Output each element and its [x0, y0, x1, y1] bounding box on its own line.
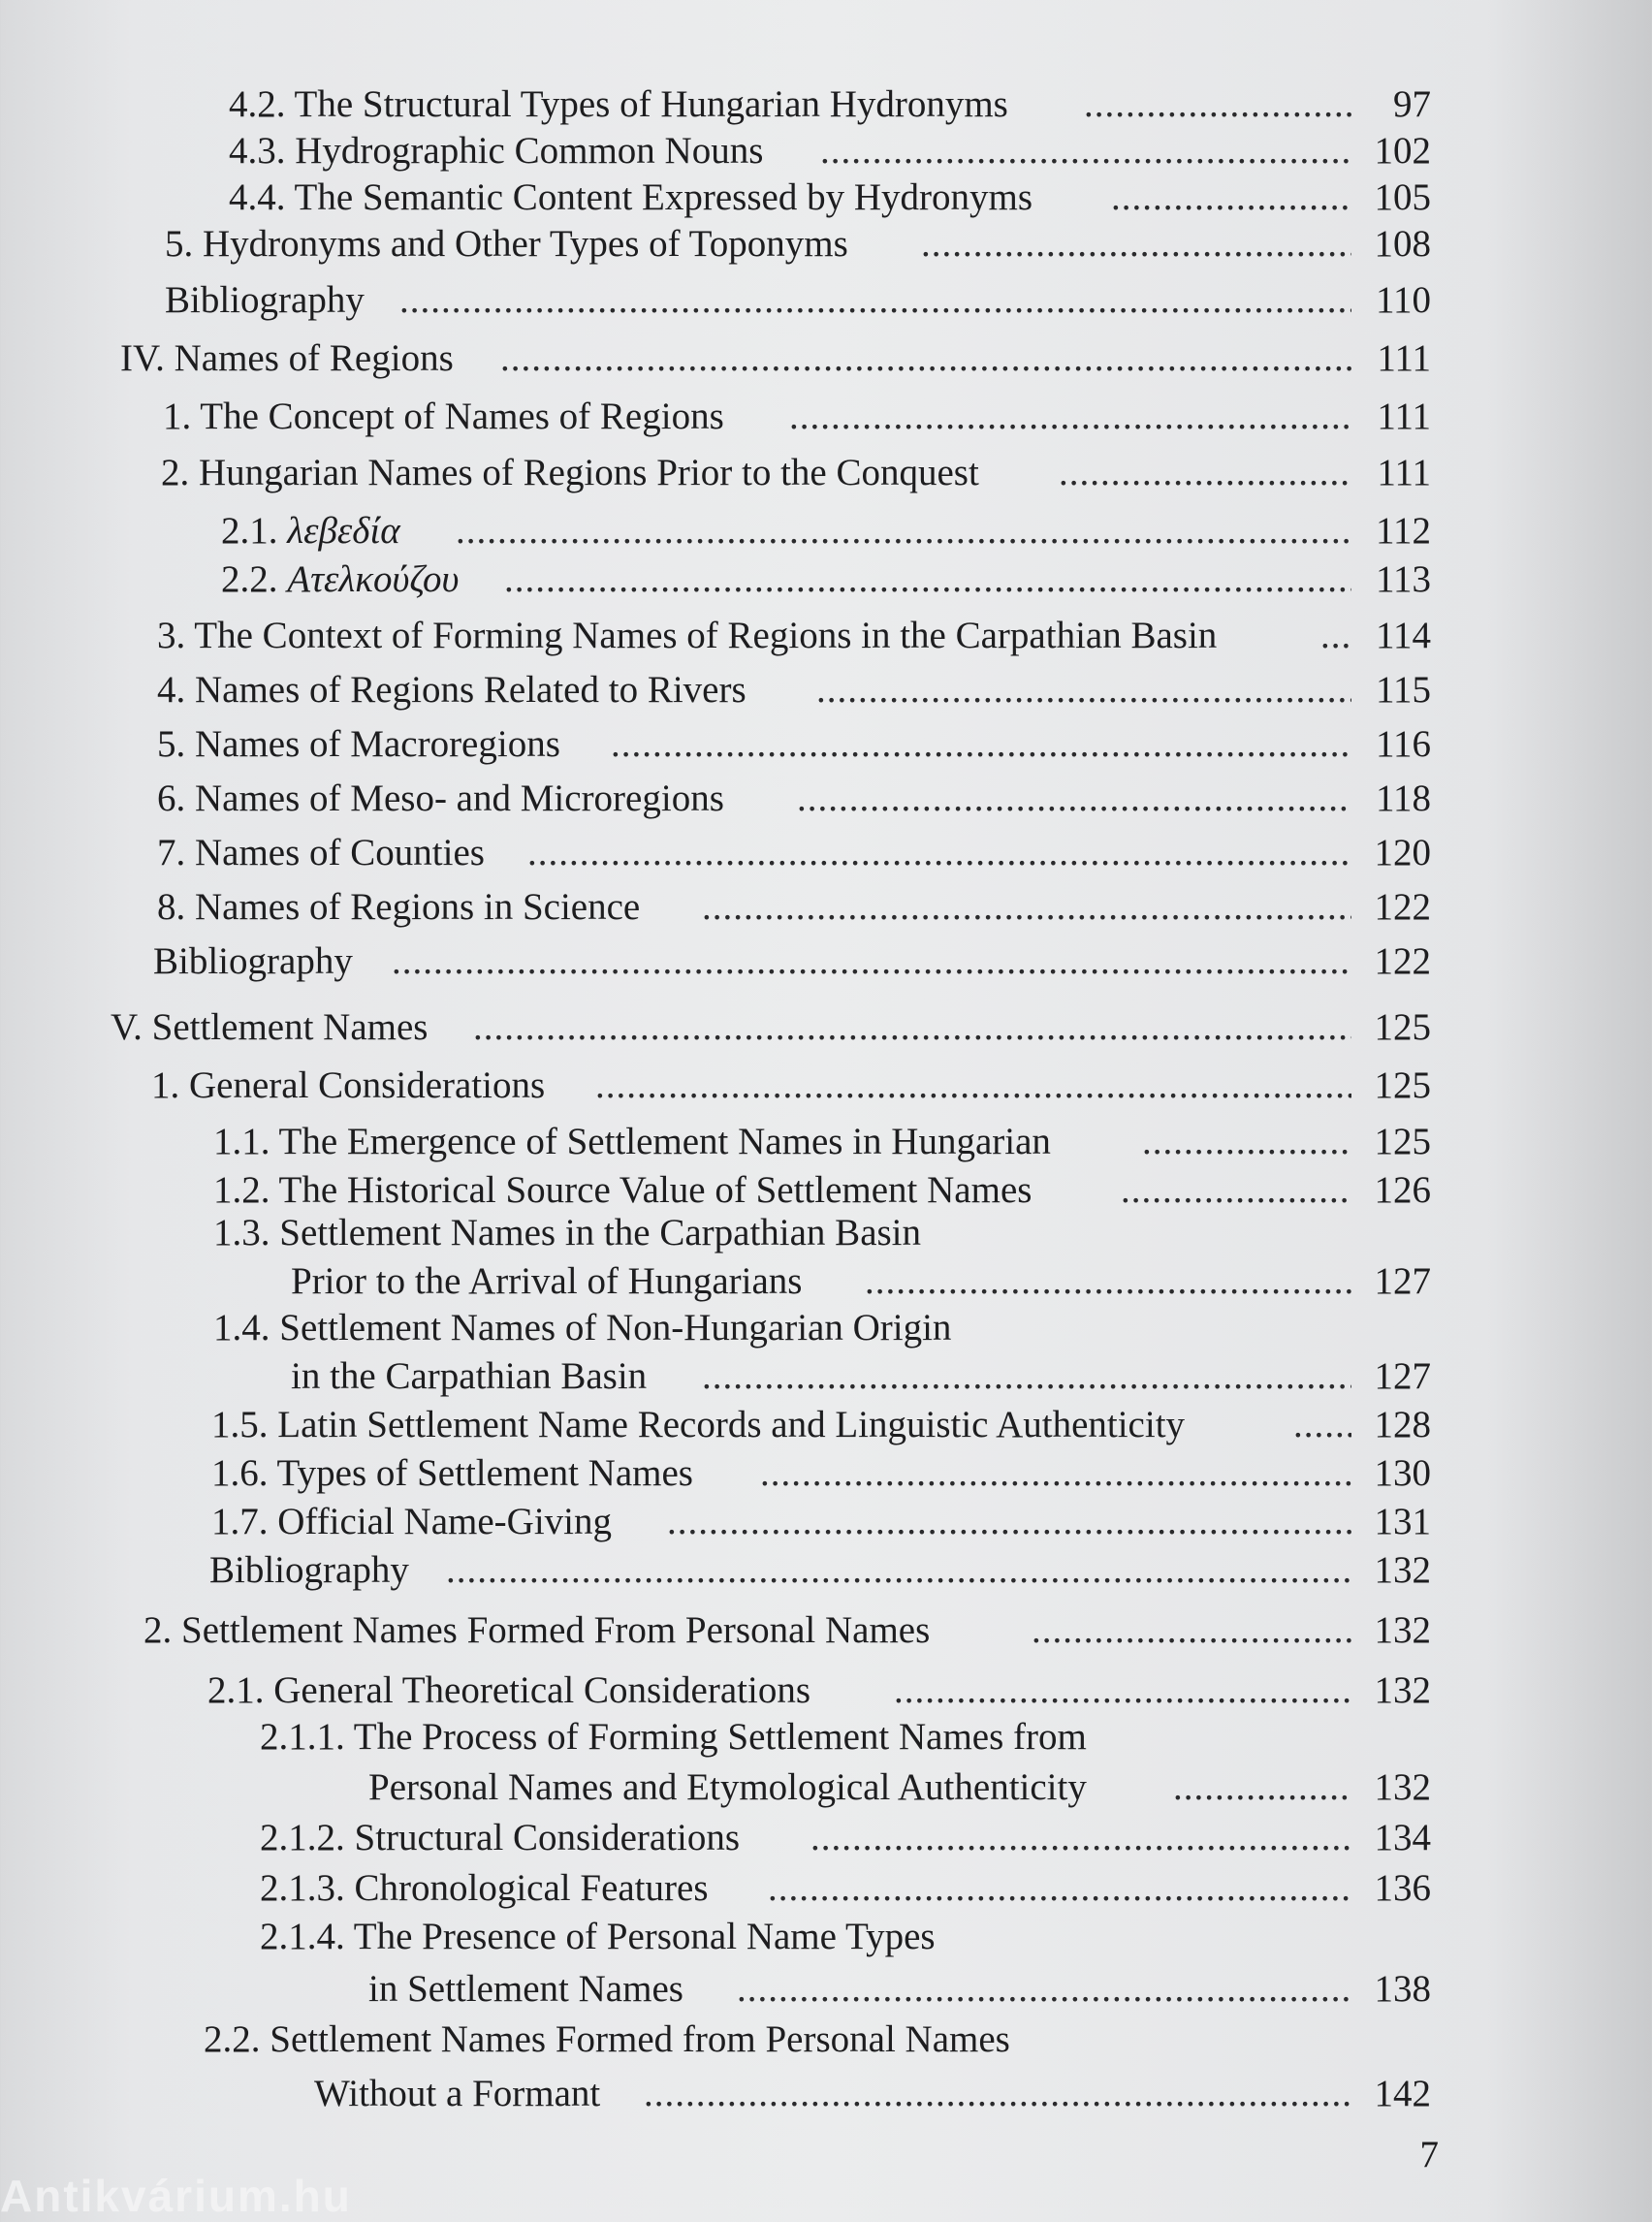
toc-page-number: 142	[1374, 2073, 1431, 2114]
toc-entry	[0, 79, 1652, 130]
dot-leader	[1111, 173, 1351, 223]
dot-leader	[611, 719, 1351, 770]
toc-title-continued: Prior to the Arrival of Hungarians	[291, 1260, 803, 1302]
toc-entry	[0, 882, 1652, 933]
dot-leader	[1121, 1165, 1351, 1216]
dot-leader	[816, 665, 1351, 715]
toc-title: 2. Settlement Names Formed From Personal Names	[143, 1609, 931, 1651]
toc-page-number: 120	[1374, 832, 1431, 873]
toc-page-number: 126	[1374, 1169, 1431, 1211]
toc-entry	[0, 506, 1652, 556]
dot-leader	[667, 1497, 1351, 1547]
toc-page-number: 112	[1375, 510, 1431, 552]
toc-title: 1.1. The Emergence of Settlement Names in Hungarian	[213, 1121, 1051, 1162]
dot-leader	[1084, 79, 1351, 130]
toc-title-continued: Without a Formant	[314, 2073, 601, 2114]
dot-leader	[1173, 1762, 1351, 1813]
toc-title: 4.4. The Semantic Content Expressed by Hydronyms	[229, 176, 1032, 218]
dot-leader	[797, 774, 1351, 824]
toc-page-number: 122	[1374, 940, 1431, 982]
toc-title: V. Settlement Names	[111, 1006, 429, 1048]
toc-page-number: 128	[1374, 1404, 1431, 1445]
toc-title: 1. General Considerations	[151, 1064, 546, 1106]
toc-page-number: 111	[1377, 452, 1431, 493]
toc-title	[221, 555, 459, 605]
dot-leader	[1059, 448, 1351, 498]
toc-page-number: 115	[1375, 669, 1431, 711]
toc-number: 2.2.	[221, 558, 288, 600]
dot-leader	[1293, 1400, 1351, 1450]
toc-entry	[0, 936, 1652, 987]
toc-page-number: 132	[1374, 1766, 1431, 1808]
dot-leader	[399, 275, 1351, 326]
toc-entry	[0, 1448, 1652, 1499]
dot-leader	[644, 2069, 1351, 2119]
toc-title: 3. The Context of Forming Names of Regions in the Carpathian Basin	[157, 615, 1218, 656]
toc-title: 6. Names of Meso- and Microregions	[157, 778, 724, 819]
dot-leader	[456, 506, 1351, 556]
toc-entry	[0, 219, 1652, 270]
toc-title: 5. Hydronyms and Other Types of Toponyms	[165, 223, 848, 265]
toc-entry	[0, 2069, 1652, 2119]
dot-leader	[500, 333, 1351, 384]
toc-page-number: 118	[1375, 778, 1431, 819]
toc-title: 2.1.3. Chronological Features	[260, 1867, 709, 1909]
dot-leader	[392, 936, 1351, 987]
toc-entry	[0, 173, 1652, 223]
toc-greek-title: Ατελκούζου	[287, 558, 460, 600]
toc-entry	[0, 1351, 1652, 1402]
toc-page-number: 132	[1374, 1669, 1431, 1711]
toc-title: 1.6. Types of Settlement Names	[211, 1452, 693, 1494]
folio-page-number: 7	[1419, 2134, 1439, 2175]
dot-leader	[527, 828, 1351, 878]
dot-leader	[789, 392, 1351, 442]
toc-title: 4. Names of Regions Related to Rivers	[157, 669, 747, 711]
toc-entry	[0, 1545, 1652, 1596]
toc-title: Bibliography	[153, 940, 353, 982]
toc-page-number: 102	[1374, 130, 1431, 172]
toc-entry	[0, 1813, 1652, 1863]
dot-leader	[1142, 1117, 1351, 1167]
toc-page-number: 113	[1375, 558, 1431, 600]
toc-entry	[0, 1964, 1652, 2015]
toc-entry	[0, 828, 1652, 878]
toc-title: 1.7. Official Name-Giving	[211, 1501, 613, 1542]
toc-title: 2.1.1. The Process of Forming Settlement Names from	[260, 1716, 1087, 1758]
toc-entry	[0, 1061, 1652, 1111]
toc-entry	[0, 1605, 1652, 1656]
toc-entry	[0, 333, 1652, 384]
dot-leader	[921, 219, 1351, 270]
toc-title: IV. Names of Regions	[120, 337, 454, 379]
toc-title: 4.3. Hydrographic Common Nouns	[229, 130, 764, 172]
toc-page-number: 125	[1374, 1064, 1431, 1106]
toc-entry	[0, 1863, 1652, 1914]
toc-page-number: 122	[1374, 886, 1431, 928]
toc-entry	[0, 1497, 1652, 1547]
toc-page-number: 108	[1374, 223, 1431, 265]
toc-page-number: 125	[1374, 1121, 1431, 1162]
dot-leader	[446, 1545, 1351, 1596]
toc-entry	[0, 665, 1652, 715]
dot-leader	[504, 555, 1351, 605]
toc-entry	[0, 555, 1652, 605]
dot-leader	[702, 882, 1351, 933]
toc-title: 2.1. General Theoretical Considerations	[207, 1669, 811, 1711]
toc-page-number: 114	[1375, 615, 1431, 656]
toc-title: 1.5. Latin Settlement Name Records and Linguistic Authenticity	[211, 1404, 1186, 1445]
toc-entry	[0, 1256, 1652, 1307]
dot-leader	[737, 1964, 1351, 2015]
toc-entry	[0, 611, 1652, 661]
toc-page-number: 130	[1374, 1452, 1431, 1494]
toc-entry	[0, 774, 1652, 824]
toc-title: 4.2. The Structural Types of Hungarian Hydronyms	[229, 83, 1008, 125]
watermark: Antikvárium.hu	[0, 2171, 352, 2221]
toc-entry	[0, 392, 1652, 442]
dot-leader	[760, 1448, 1351, 1499]
dot-leader	[768, 1863, 1351, 1914]
toc-page-number: 127	[1374, 1355, 1431, 1397]
toc-title	[221, 506, 400, 556]
dot-leader	[894, 1666, 1351, 1716]
toc-entry	[0, 126, 1652, 176]
toc-page-number: 111	[1377, 396, 1431, 437]
toc-title: 2. Hungarian Names of Regions Prior to the Conquest	[161, 452, 979, 493]
toc-title: 7. Names of Counties	[157, 832, 485, 873]
toc-title: 1.2. The Historical Source Value of Settlement Names	[213, 1169, 1032, 1211]
toc-number: 2.1.	[221, 510, 288, 552]
toc-greek-title: λεβεδία	[287, 510, 400, 552]
toc-page-number: 127	[1374, 1260, 1431, 1302]
toc-title: 2.1.4. The Presence of Personal Name Types	[260, 1916, 936, 1957]
dot-leader	[1032, 1605, 1351, 1656]
toc-title: Bibliography	[209, 1549, 409, 1591]
toc-page-number: 134	[1374, 1817, 1431, 1858]
toc-page-number: 105	[1374, 176, 1431, 218]
dot-leader	[702, 1351, 1351, 1402]
toc-entry	[0, 1666, 1652, 1716]
toc-entry	[0, 1117, 1652, 1167]
toc-title: 8. Names of Regions in Science	[157, 886, 641, 928]
toc-title: 1. The Concept of Names of Regions	[163, 396, 724, 437]
toc-page-number: 111	[1377, 337, 1431, 379]
dot-leader	[820, 126, 1351, 176]
toc-entry	[0, 719, 1652, 770]
toc-page-number: 132	[1374, 1609, 1431, 1651]
toc-title: 5. Names of Macroregions	[157, 723, 560, 765]
dot-leader	[810, 1813, 1351, 1863]
dot-leader	[595, 1061, 1351, 1111]
toc-title-continued: in the Carpathian Basin	[291, 1355, 648, 1397]
toc-entry	[0, 1400, 1652, 1450]
toc-page-number: 125	[1374, 1006, 1431, 1048]
toc-title: 2.1.2. Structural Considerations	[260, 1817, 741, 1858]
toc-title: Bibliography	[165, 279, 365, 321]
toc-entry	[0, 448, 1652, 498]
dot-leader	[865, 1256, 1351, 1307]
toc-entry	[0, 1002, 1652, 1053]
toc-entry	[0, 1762, 1652, 1813]
dot-leader	[473, 1002, 1351, 1053]
dot-leader	[1320, 611, 1351, 661]
toc-page-number: 136	[1374, 1867, 1431, 1909]
toc-page-number: 110	[1375, 279, 1431, 321]
toc-page-number: 131	[1374, 1501, 1431, 1542]
toc-title: 1.4. Settlement Names of Non-Hungarian Origin	[213, 1307, 952, 1349]
toc-page-number: 138	[1374, 1968, 1431, 2010]
toc-title-continued: in Settlement Names	[368, 1968, 683, 2010]
toc-title-continued: Personal Names and Etymological Authenticity	[368, 1766, 1087, 1808]
toc-page-number: 97	[1393, 83, 1431, 125]
toc-entry	[0, 275, 1652, 326]
toc-title: 1.3. Settlement Names in the Carpathian Basin	[213, 1212, 922, 1254]
toc-page-number: 116	[1375, 723, 1431, 765]
toc-page-number: 132	[1374, 1549, 1431, 1591]
toc-title: 2.2. Settlement Names Formed from Personal Names	[204, 2018, 1010, 2060]
